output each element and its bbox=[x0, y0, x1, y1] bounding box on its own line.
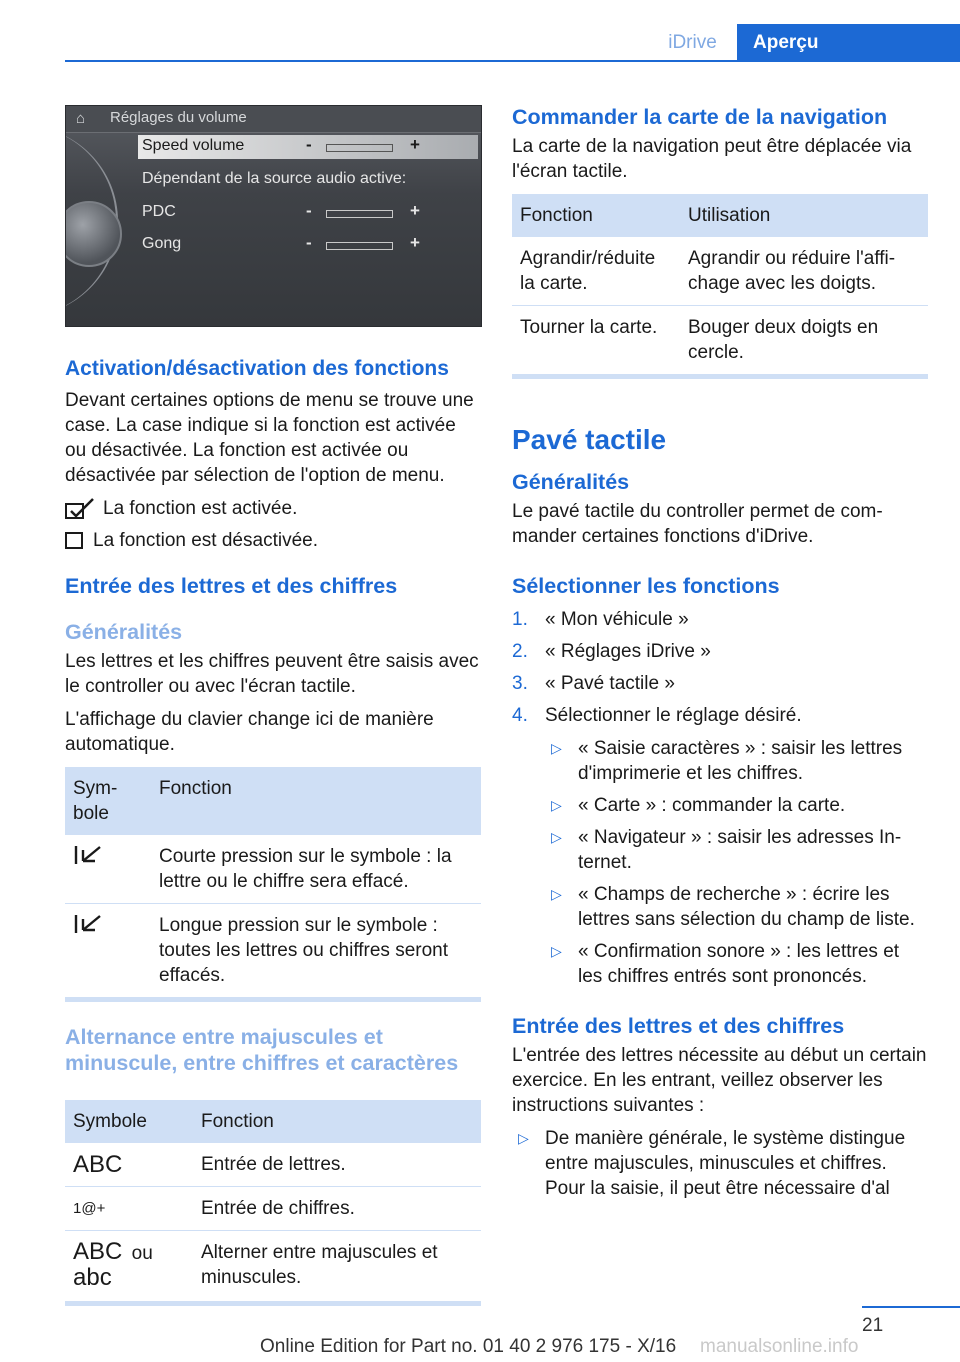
slider-speed-volume bbox=[326, 144, 393, 152]
plus-icon: + bbox=[410, 233, 420, 252]
list-item bbox=[512, 607, 928, 632]
heading-entree: Entrée des lettres et des chiffres bbox=[65, 574, 398, 598]
list-item bbox=[512, 1126, 928, 1201]
sub-options-list bbox=[545, 736, 928, 989]
step-number: 2. bbox=[512, 641, 528, 662]
page-number: 21 bbox=[862, 1315, 884, 1336]
list-item bbox=[512, 639, 928, 664]
cell-rotate: Tourner la carte. bbox=[520, 317, 658, 338]
th-fonction: Fonction bbox=[512, 194, 680, 237]
check-on-label: La fonction est activée. bbox=[103, 498, 298, 519]
table-row bbox=[65, 835, 481, 904]
heading-selectionner: Sélectionner les fonctions bbox=[512, 574, 780, 598]
ou-label: ou bbox=[131, 1243, 153, 1264]
screen-title: Réglages du volume bbox=[110, 109, 247, 126]
table-row bbox=[512, 237, 928, 306]
screen-row-source: Dépendant de la source audio active: bbox=[142, 170, 407, 187]
check-on-row bbox=[65, 496, 481, 521]
heading-alternance: Alternance entre majuscules et minuscule, entre chiffres et caractères bbox=[65, 1025, 459, 1075]
option-text: « Navigateur » : saisir les adresses Internet. bbox=[578, 827, 902, 873]
check-off-row bbox=[65, 528, 481, 553]
step-text: « Réglages iDrive » bbox=[545, 641, 711, 662]
numbers-symbol-icon: 1@+ bbox=[65, 1187, 193, 1231]
chapter-label: Aperçu bbox=[753, 32, 819, 53]
list-item bbox=[545, 825, 928, 875]
screen-row-speed-volume: Speed volume bbox=[142, 137, 245, 154]
minus-icon: - bbox=[306, 201, 312, 220]
watermark: manualsonline.info bbox=[700, 1336, 859, 1357]
bullet-triangle-icon: ▷ bbox=[518, 1130, 529, 1146]
th-symbole: Symbole bbox=[65, 767, 151, 835]
table-case-symbols bbox=[65, 1100, 481, 1301]
table-row bbox=[65, 904, 481, 998]
cell-letters: Entrée de lettres. bbox=[193, 1143, 481, 1187]
option-text: « Saisie caractères » : saisir les lettres d'imprimerie et les chiffres. bbox=[578, 738, 903, 784]
abc-lower-icon: abc bbox=[73, 1264, 112, 1291]
home-icon: ⌂ bbox=[76, 110, 86, 127]
header-chapter-apercu bbox=[737, 24, 960, 62]
cell-toggle: Alterner entre majuscules et minuscules. bbox=[201, 1242, 438, 1288]
table-row bbox=[512, 306, 928, 375]
abc-upper-icon: ABC bbox=[73, 1238, 123, 1265]
controller-knob-icon bbox=[65, 201, 122, 267]
footer-rule bbox=[862, 1306, 960, 1308]
list-item bbox=[512, 703, 928, 728]
bullet-triangle-icon: ▷ bbox=[551, 943, 562, 959]
heading-generalites: Généralités bbox=[512, 470, 630, 494]
screen-row-gong: Gong bbox=[142, 235, 182, 252]
cell-long-press: Longue pression sur le symbole : toutes les lettres ou chiffres seront effacés. bbox=[159, 915, 449, 986]
instruction-text: De manière générale, le système distingue entre majuscules, minuscules et chiffres. Pour la saisie, il peut être nécessaire d'al bbox=[545, 1128, 906, 1199]
minus-icon: - bbox=[306, 135, 312, 154]
paragraph-generalites-1: Les lettres et les chiffres peuvent être saisis avec le controller ou avec l'écran tactile. bbox=[65, 651, 479, 697]
table-end-rule bbox=[512, 374, 928, 379]
cell-zoom: Agrandir/réduite la carte. bbox=[512, 237, 680, 306]
bullet-triangle-icon: ▷ bbox=[551, 829, 562, 845]
option-text: « Champs de recherche » : écrire les lettres sans sélection du champ de liste. bbox=[578, 884, 915, 930]
paragraph-pave: Le pavé tactile du controller permet de commander certaines fonctions d'iDrive. bbox=[512, 501, 883, 547]
table-delete-symbols bbox=[65, 767, 481, 997]
table-header bbox=[65, 767, 481, 835]
backspace-icon bbox=[65, 904, 151, 998]
header-rule bbox=[65, 60, 960, 62]
check-off-label: La fonction est désactivée. bbox=[93, 530, 318, 551]
left-column bbox=[65, 356, 481, 1306]
table-end-rule bbox=[65, 997, 481, 1002]
cell-zoom-usage: Agrandir ou réduire l'affichage avec les doigts. bbox=[680, 237, 928, 306]
option-text: « Carte » : commander la carte. bbox=[578, 795, 846, 816]
paragraph-activation: Devant certaines options de menu se trouve une case. La case indique si la fonction est activée ou désactivée. La fonction est activée ou désactivée par sélection de l'option de menu. bbox=[65, 390, 474, 486]
list-item bbox=[545, 736, 928, 786]
header-section-idrive: iDrive bbox=[668, 32, 717, 53]
backspace-icon bbox=[65, 835, 151, 904]
abc-upper-icon: ABC bbox=[65, 1143, 193, 1187]
paragraph-entree-2: L'entrée des lettres nécessite au début un certain exercice. En les entrant, veillez observer les instructions suivantes : bbox=[512, 1045, 927, 1116]
cell-numbers: Entrée de chiffres. bbox=[193, 1187, 481, 1231]
edition-info: Online Edition for Part no. 01 40 2 976 175 - X/16 bbox=[260, 1336, 677, 1357]
table-row bbox=[65, 1143, 481, 1187]
plus-icon: + bbox=[410, 135, 420, 154]
slider-gong bbox=[326, 242, 393, 250]
slider-pdc bbox=[326, 210, 393, 218]
cell-rotate-usage: Bouger deux doigts en cercle. bbox=[688, 317, 879, 363]
steps-list bbox=[512, 607, 928, 728]
step-number: 1. bbox=[512, 609, 528, 630]
th-fonction: Fonction bbox=[151, 767, 481, 835]
heading-activation: Activation/désactivation des fonctions bbox=[65, 357, 449, 380]
list-item bbox=[512, 671, 928, 696]
bullet-triangle-icon: ▷ bbox=[551, 886, 562, 902]
heading-pave-tactile: Pavé tactile bbox=[512, 424, 667, 455]
heading-generalites: Généralités bbox=[65, 620, 183, 644]
heading-carte: Commander la carte de la navigation bbox=[512, 105, 888, 129]
table-end-rule bbox=[65, 1301, 481, 1306]
table-row bbox=[65, 1187, 481, 1231]
abc-toggle-icon bbox=[65, 1231, 193, 1302]
table-row bbox=[65, 1231, 481, 1302]
step-text: « Mon véhicule » bbox=[545, 609, 689, 630]
volume-settings-screenshot bbox=[65, 105, 482, 327]
right-column bbox=[512, 104, 928, 1209]
table-header bbox=[512, 194, 928, 237]
th-fonction: Fonction bbox=[193, 1100, 481, 1143]
heading-entree-2: Entrée des lettres et des chiffres bbox=[512, 1014, 845, 1038]
plus-icon: + bbox=[410, 201, 420, 220]
list-item bbox=[545, 793, 928, 818]
th-utilisation: Utilisation bbox=[680, 194, 928, 237]
th-symbole: Symbole bbox=[65, 1100, 193, 1143]
cell-short-press: Courte pression sur le symbole : la lettre ou le chiffre sera effacé. bbox=[151, 835, 481, 904]
paragraph-generalites-2: L'affichage du clavier change ici de manière automatique. bbox=[65, 709, 434, 755]
step-text: « Pavé tactile » bbox=[545, 673, 675, 694]
minus-icon: - bbox=[306, 233, 312, 252]
checkbox-checked-icon bbox=[65, 498, 97, 520]
screen-row-pdc: PDC bbox=[142, 203, 176, 220]
checkbox-empty-icon bbox=[65, 531, 85, 551]
instructions-list bbox=[512, 1126, 928, 1201]
bullet-triangle-icon: ▷ bbox=[551, 797, 562, 813]
table-map-control bbox=[512, 194, 928, 374]
bullet-triangle-icon: ▷ bbox=[551, 740, 562, 756]
list-item bbox=[545, 882, 928, 932]
paragraph-carte: La carte de la navigation peut être déplacée via l'écran tactile. bbox=[512, 136, 912, 182]
step-text: Sélectionner le réglage désiré. bbox=[545, 705, 802, 726]
option-text: « Confirmation sonore » : les lettres et les chiffres entrés sont prononcés. bbox=[578, 941, 900, 987]
table-header bbox=[65, 1100, 481, 1143]
list-item bbox=[545, 939, 928, 989]
step-number: 3. bbox=[512, 673, 528, 694]
step-number: 4. bbox=[512, 705, 528, 726]
